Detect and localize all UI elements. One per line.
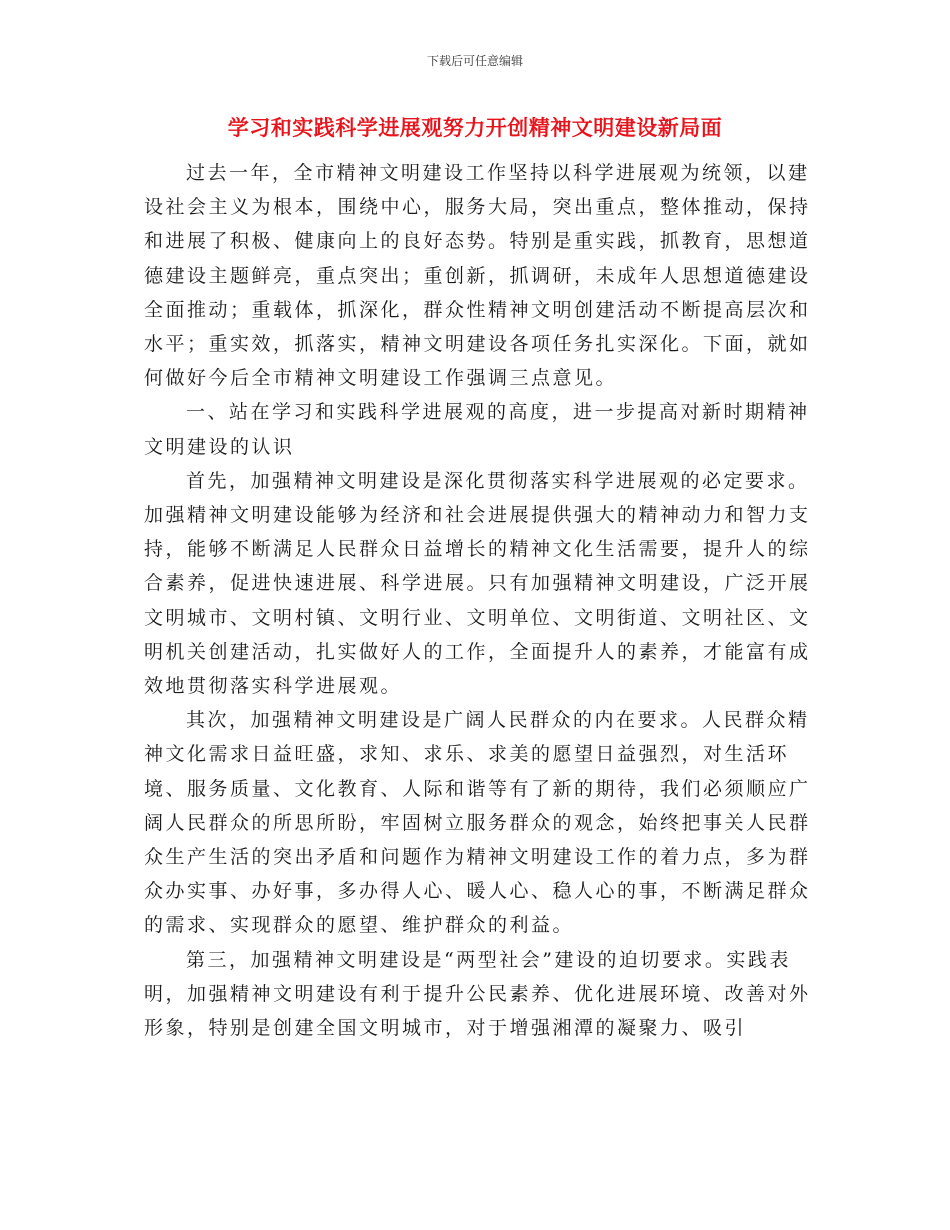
page-header-note: 下载后可任意编辑 (426, 54, 523, 68)
paragraph-second: 其次，加强精神文明建设是广阔人民群众的内在要求。人民群众精神文化需求日益旺盛，求知、求乐、求美的愿望日益强烈，对生活环境、服务质量、文化教育、人际和谐等有了新的期待，我们必须顺应广阔人民群众的所思所盼，牢固树立服务群众的观念，始终把事关人民群众生产生活的突出矛盾和问题作为精神文明建设工作的着力点，多为群众办实事、办好事，多办得人心、暖人心、稳人心的事，不断满足群众的需求、实现群众的愿望、维护群众的利益。 (144, 709, 811, 937)
paragraph-third: 第三，加强精神文明建设是“两型社会”建设的迫切要求。实践表明，加强精神文明建设有利于提升公民素养、优化进展环境、改善对外形象，特别是创建全国文明城市，对于增强湘潭的凝聚力、吸引 (144, 948, 811, 1040)
paragraph-first: 首先，加强精神文明建设是深化贯彻落实科学进展观的必定要求。加强精神文明建设能够为经济和社会进展提供强大的精神动力和智力支持，能够不断满足人民群众日益增长的精神文化生活需要，提升人的综合素养，促进快速进展、科学进展。只有加强精神文明建设，广泛开展文明城市、文明村镇、文明行业、文明单位、文明街道、文明社区、文明机关创建活动，扎实做好人的工作，全面提升人的素养，才能富有成效地贯彻落实科学进展观。 (144, 469, 811, 698)
section-heading-one: 一、站在学习和实践科学进展观的高度，进一步提高对新时期精神文明建设的认识 (144, 401, 810, 458)
document-body (144, 156, 812, 1045)
document-title: 学习和实践科学进展观努力开创精神文明建设新局面 (227, 115, 723, 140)
paragraph-intro: 过去一年，全市精神文明建设工作坚持以科学进展观为统领，以建设社会主义为根本，围绕中心，服务大局，突出重点，整体推动，保持和进展了积极、健康向上的良好态势。特别是重实践，抓教育，思想道德建设主题鲜亮，重点突出；重创新，抓调研，未成年人思想道德建设全面推动；重载体，抓深化，群众性精神文明创建活动不断提高层次和水平；重实效，抓落实，精神文明建设各项任务扎实深化。下面，就如何做好今后全市精神文明建设工作强调三点意见。 (144, 162, 811, 390)
